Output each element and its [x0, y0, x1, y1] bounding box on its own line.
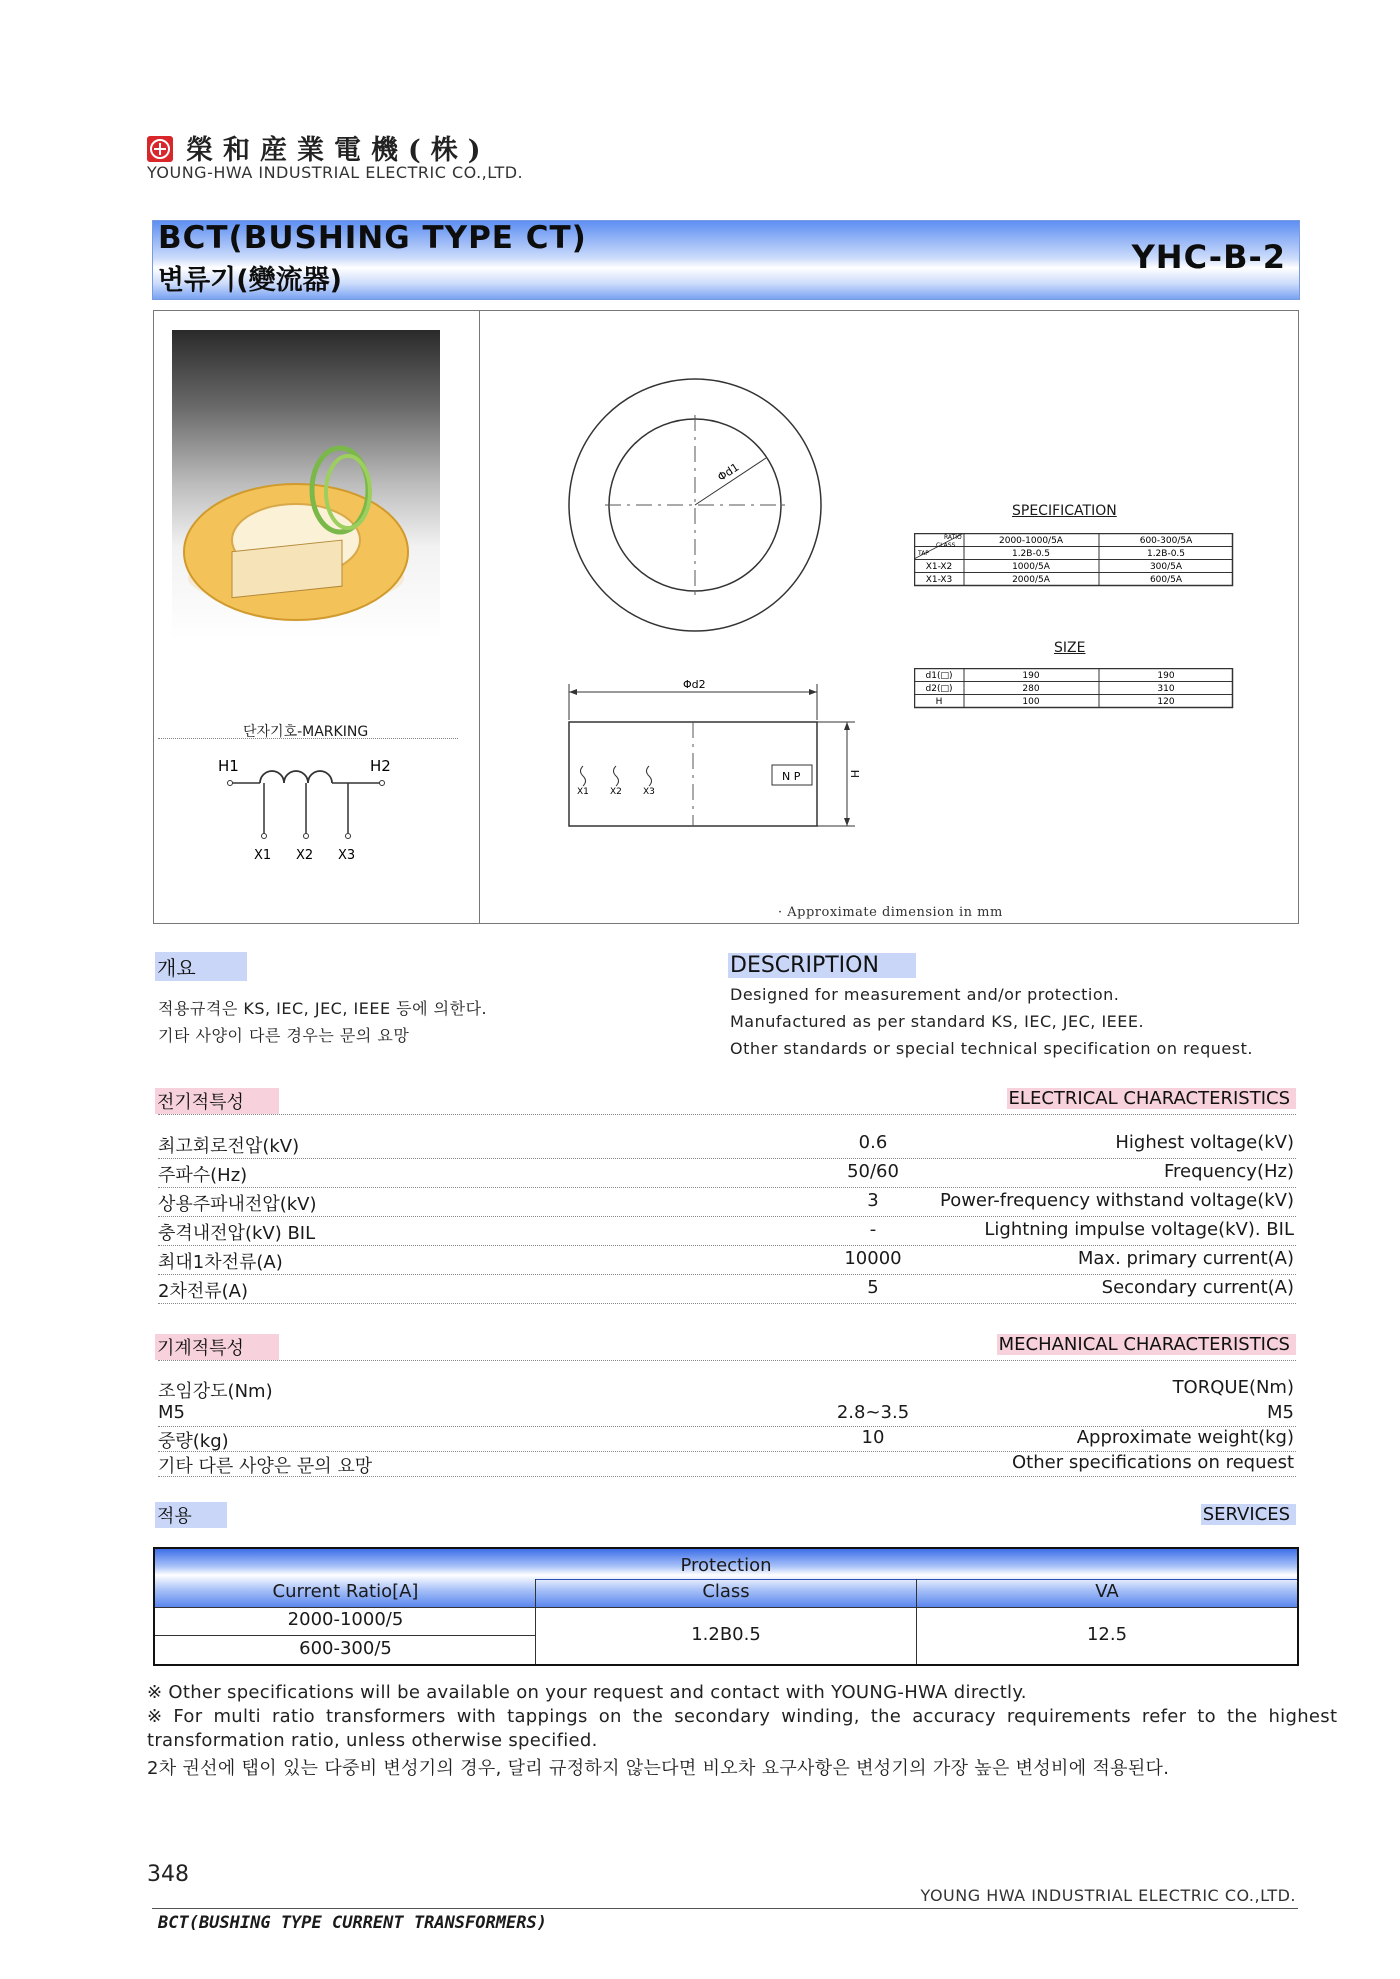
- row-label-kr: 중량(kg): [158, 1431, 229, 1452]
- size-cell: 310: [1157, 684, 1175, 694]
- marking-divider: [158, 738, 458, 739]
- side-x2: X2: [610, 787, 622, 797]
- row-label-kr: 2차전류(A): [158, 1281, 248, 1302]
- mechanical-title-kr: 기계적특성: [155, 1334, 279, 1360]
- size-cell: 100: [1022, 697, 1040, 707]
- row-value: 50/60: [847, 1161, 899, 1182]
- row-label-en: Power-frequency withstand voltage(kV): [939, 1190, 1294, 1211]
- row-value: 2.8~3.5: [836, 1402, 910, 1423]
- torque-label-en: TORQUE(Nm): [1172, 1377, 1294, 1398]
- marking-x2: X2: [296, 848, 314, 863]
- product-photo: [172, 330, 440, 640]
- dim-d1-label: Φd1: [715, 460, 742, 484]
- services-title-en: SERVICES: [1201, 1504, 1296, 1525]
- marking-title: 단자기호-MARKING: [243, 724, 369, 740]
- description-line: Other standards or special technical specification on request.: [730, 1039, 1253, 1058]
- footer-divider: [152, 1908, 1298, 1909]
- ratio-cell: 600-300/5: [299, 1638, 392, 1659]
- row-value: 0.6: [858, 1132, 888, 1153]
- dim-h-label: H: [849, 769, 862, 778]
- spec-cell: 1000/5A: [1012, 562, 1050, 572]
- marking-diagram: [200, 755, 400, 865]
- note-line: 2차 권선에 탭이 있는 다중비 변성기의 경우, 달리 규정하지 않는다면 비오차 요구사항은 변성기의 가장 높은 변성비에 적용된다.: [147, 1758, 1170, 1779]
- header-class: Class: [702, 1581, 750, 1602]
- size-cell: 120: [1157, 697, 1175, 707]
- electrical-row: [158, 1246, 1296, 1275]
- mechanical-row: [158, 1427, 1296, 1452]
- overview-line: 기타 사양이 다른 경우는 문의 요망: [158, 1026, 410, 1045]
- figure-divider: [479, 311, 480, 923]
- size-cell: d1(□): [925, 671, 953, 681]
- note-line: ※ For multi ratio transformers with tappings on the secondary winding, the accuracy requirements refer to the highest: [147, 1706, 1338, 1727]
- spec-cell: 1.2B-0.5: [1011, 549, 1051, 559]
- description-line: Designed for measurement and/or protection.: [730, 985, 1120, 1004]
- size-cell: 190: [1022, 671, 1040, 681]
- electrical-row: [158, 1130, 1296, 1159]
- row-label-kr: 상용주파내전압(kV): [158, 1194, 317, 1215]
- header-va: VA: [1095, 1581, 1119, 1602]
- mechanical-divider: [158, 1360, 1296, 1361]
- row-label-en: Max. primary current(A): [1077, 1248, 1294, 1269]
- spec-h-ratio: RATIO: [944, 534, 962, 541]
- overview-text-kr: [158, 995, 487, 1049]
- top-view-drawing: [560, 370, 830, 640]
- row-value: -: [869, 1219, 877, 1240]
- header-current-ratio: Current Ratio[A]: [272, 1581, 419, 1602]
- class-cell: 1.2B0.5: [691, 1624, 761, 1645]
- company-name-en: YOUNG-HWA INDUSTRIAL ELECTRIC CO.,LTD.: [147, 163, 524, 182]
- electrical-title-kr: 전기적특성: [155, 1088, 279, 1114]
- spec-cell: 2000-1000/5A: [999, 536, 1063, 546]
- services-table: [153, 1547, 1299, 1666]
- size-table: [914, 668, 1234, 710]
- mechanical-title-en: MECHANICAL CHARACTERISTICS: [997, 1334, 1296, 1355]
- size-cell: H: [935, 697, 943, 707]
- electrical-row: [158, 1275, 1296, 1304]
- spec-h-tap: TAP: [918, 550, 929, 557]
- row-label-kr: 충격내전압(kV) BIL: [158, 1223, 316, 1244]
- spec-cell: 600/5A: [1149, 575, 1183, 585]
- mechanical-row: [158, 1402, 1296, 1427]
- ratio-divider: [155, 1635, 535, 1636]
- marking-h2: H2: [370, 757, 391, 775]
- dimension-note: · Approximate dimension in mm: [778, 905, 1003, 920]
- company-logo-icon: [147, 136, 173, 162]
- side-view-drawing: [555, 670, 875, 840]
- side-x3: X3: [643, 787, 655, 797]
- description-text-en: [730, 981, 1253, 1062]
- description-line: Manufactured as per standard KS, IEC, JEC, IEEE.: [730, 1012, 1145, 1031]
- electrical-divider: [158, 1114, 1296, 1115]
- description-title-en: DESCRIPTION: [728, 953, 916, 978]
- row-label-en: Lightning impulse voltage(kV). BIL: [984, 1219, 1294, 1240]
- overview-title-kr: 개요: [155, 952, 247, 981]
- np-label: N P: [782, 770, 801, 783]
- page-number: 348: [147, 1862, 189, 1887]
- row-label-kr: 기타 다른 사양은 문의 요망: [158, 1456, 373, 1477]
- marking-x1: X1: [254, 848, 272, 863]
- electrical-title-en: ELECTRICAL CHARACTERISTICS: [1007, 1088, 1296, 1109]
- spec-h-class: CLASS: [936, 542, 956, 549]
- page-title: BCT(BUSHING TYPE CT): [158, 220, 587, 256]
- electrical-row: [158, 1188, 1296, 1217]
- spec-cell: X1-X2: [925, 562, 953, 572]
- footer-company: YOUNG HWA INDUSTRIAL ELECTRIC CO.,LTD.: [920, 1886, 1296, 1905]
- row-value: 5: [867, 1277, 879, 1298]
- electrical-row: [158, 1217, 1296, 1246]
- header-protection: Protection: [680, 1555, 772, 1576]
- row-label-kr: 주파수(Hz): [158, 1165, 248, 1186]
- spec-cell: 2000/5A: [1012, 575, 1050, 585]
- dim-d2-label: Φd2: [683, 678, 706, 691]
- row-value: 3: [867, 1190, 879, 1211]
- row-label-en: Highest voltage(kV): [1115, 1132, 1294, 1153]
- mechanical-row: [158, 1452, 1296, 1477]
- ratio-cell: 2000-1000/5: [287, 1609, 404, 1630]
- row-label-kr: 최고회로전압(kV): [158, 1136, 300, 1157]
- model-number: YHC-B-2: [1131, 238, 1286, 276]
- spec-title: SPECIFICATION: [1012, 503, 1117, 519]
- electrical-row: [158, 1159, 1296, 1188]
- size-title: SIZE: [1054, 640, 1086, 656]
- row-label-en: Frequency(Hz): [1163, 1161, 1294, 1182]
- spec-cell: 300/5A: [1149, 562, 1183, 572]
- spec-cell: 1.2B-0.5: [1146, 549, 1186, 559]
- company-name-kr: 榮和産業電機(株): [186, 135, 491, 166]
- torque-row: [158, 1377, 1296, 1401]
- footer-title: BCT(BUSHING TYPE CURRENT TRANSFORMERS): [158, 1913, 547, 1933]
- body-divider: [155, 1607, 1297, 1608]
- row-label-en: M5: [1267, 1402, 1294, 1423]
- torque-label-kr: 조임강도(Nm): [158, 1381, 273, 1402]
- spec-table: [914, 533, 1234, 589]
- marking-x3: X3: [338, 848, 356, 863]
- services-title-kr: 적용: [155, 1502, 227, 1528]
- row-value: 10000: [844, 1248, 902, 1269]
- size-cell: 190: [1157, 671, 1175, 681]
- row-label-kr: M5: [158, 1402, 185, 1423]
- row-label-en: Approximate weight(kg): [1076, 1427, 1294, 1448]
- side-x1: X1: [577, 787, 589, 797]
- va-cell: 12.5: [1086, 1624, 1128, 1645]
- size-cell: 280: [1022, 684, 1040, 694]
- row-label-en: Secondary current(A): [1101, 1277, 1294, 1298]
- overview-line: 적용규격은 KS, IEC, JEC, IEEE 등에 의한다.: [158, 999, 488, 1018]
- note-line: ※ Other specifications will be available on your request and contact with YOUNG-HWA directly.: [147, 1682, 1027, 1703]
- row-value: 10: [861, 1427, 885, 1448]
- row-label-en: Other specifications on request: [1011, 1452, 1294, 1473]
- marking-h1: H1: [218, 757, 239, 775]
- note-line: transformation ratio, unless otherwise specified.: [147, 1730, 598, 1751]
- size-cell: d2(□): [925, 684, 953, 694]
- spec-cell: 600-300/5A: [1139, 536, 1193, 546]
- col-divider: [916, 1579, 917, 1664]
- row-label-kr: 최대1차전류(A): [158, 1252, 283, 1273]
- spec-cell: X1-X3: [925, 575, 953, 585]
- page-subtitle: 변류기(變流器): [158, 265, 342, 296]
